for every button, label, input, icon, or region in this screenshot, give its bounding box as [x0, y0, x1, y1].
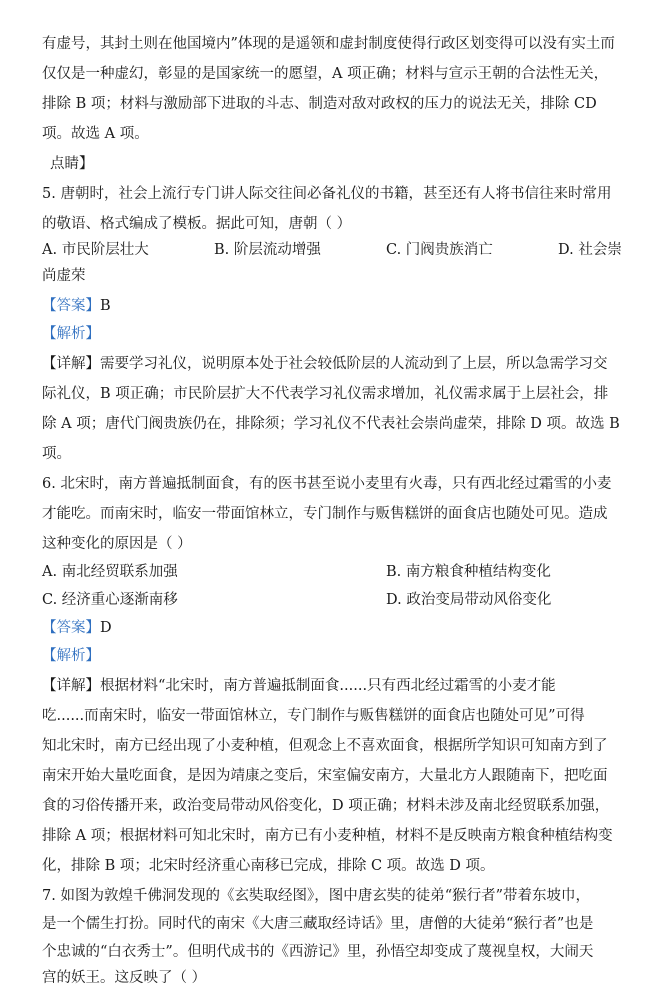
q5-option-b: B. 阶层流动增强 — [214, 242, 321, 258]
q6-detail: 排除 A 项；根据材料可知北宋时，南方已有小麦种植，材料不是反映南方粮食种植结构变 — [42, 828, 613, 844]
answer-label: 【答案】 — [42, 298, 100, 314]
q6-detail: 知北宋时，南方已经出现了小麦种植，但观念上不喜欢面食，根据所学知识可知南方到了 — [42, 738, 608, 754]
q5-option-d: D. 社会崇 — [558, 242, 622, 258]
question-6-stem: 6. 北宋时，南方普遍抵制面食，有的医书甚至说小麦里有火毒，只有西北经过霜雪的小麦 — [42, 476, 612, 492]
q6-detail: 化，排除 B 项；北宋时经济重心南移已完成，排除 C 项。故选 D 项。 — [42, 858, 495, 874]
answer-value: D — [100, 620, 112, 636]
q5-answer — [42, 296, 111, 316]
q5-detail: 除 A 项；唐代门阀贵族仍在，排除须；学习礼仪不代表社会崇尚虚荣，排除 D 项。故选 B — [42, 416, 620, 432]
answer-label: 【答案】 — [42, 620, 100, 636]
question-7-stem: 7. 如图为敦煌千佛洞发现的《玄奘取经图》，图中唐玄奘的徒弟“猴行者”带着东坡巾， — [42, 888, 591, 904]
q5-detail: 项。 — [42, 446, 71, 462]
q5-analysis-label: 【解析】 — [42, 326, 100, 342]
q6-detail: 吃......而南宋时，临安一带面馆林立，专门制作与贩售糕饼的面食店也随处可见”可得 — [42, 708, 585, 724]
q5-detail: 【详解】需要学习礼仪，说明原本处于社会较低阶层的人流动到了上层，所以急需学习交 — [42, 356, 608, 372]
q5-option-c: C. 门阀贵族消亡 — [386, 242, 493, 258]
text-line: 仅仅是一种虚幻，彰显的是国家统一的愿望，A 项正确；材料与宣示王朝的合法性无关， — [42, 66, 609, 82]
q6-option-a: A. 南北经贸联系加强 — [42, 564, 178, 580]
q6-option-c: C. 经济重心逐渐南移 — [42, 592, 178, 608]
question-7-stem: 宫的妖王。这反映了（ ） — [42, 970, 207, 986]
q6-detail: 【详解】根据材料“北宋时，南方普遍抵制面食......只有西北经过霜雪的小麦才能 — [42, 678, 556, 694]
text-line: 有虚号，其封土则在他国境内”体现的是遥领和虚封制度使得行政区划变得可以没有实土而 — [42, 36, 615, 52]
q5-option-a: A. 市民阶层壮大 — [42, 242, 149, 258]
q6-analysis-label: 【解析】 — [42, 648, 100, 664]
question-5-stem: 的敬语、格式编成了模板。据此可知，唐朝（ ） — [42, 216, 352, 232]
q6-detail: 南宋开始大量吃面食，是因为靖康之变后，宋室偏安南方，大量北方人跟随南下，把吃面 — [42, 768, 608, 784]
q5-detail: 际礼仪，B 项正确；市民阶层扩大不代表学习礼仪需求增加，礼仪需求属于上层社会，排 — [42, 386, 609, 402]
question-6-stem: 这种变化的原因是（ ） — [42, 536, 192, 552]
text-line: 项。故选 A 项。 — [42, 126, 149, 142]
question-7-stem: 个忠诚的“白衣秀士”。但明代成书的《西游记》里，孙悟空却变成了蔑视皇权，大闹天 — [42, 944, 594, 960]
q6-answer — [42, 618, 112, 638]
question-7-stem: 是一个儒生打扮。同时代的南宋《大唐三藏取经诗话》里，唐僧的大徒弟“猴行者”也是 — [42, 916, 594, 932]
question-6-stem: 才能吃。而南宋时，临安一带面馆林立，专门制作与贩售糕饼的面食店也随处可见。造成 — [42, 506, 608, 522]
q5-option-d-continued: 尚虚荣 — [42, 268, 86, 284]
answer-value: B — [100, 298, 111, 314]
q6-option-d: D. 政治变局带动风俗变化 — [386, 592, 552, 608]
text-line: 排除 B 项；材料与激励部下进取的斗志、制造对敌对政权的压力的说法无关，排除 CD — [42, 96, 597, 112]
dianjing-label: 点睛】 — [50, 156, 94, 172]
q6-detail: 食的习俗传播开来，政治变局带动风俗变化，D 项正确；材料未涉及南北经贸联系加强， — [42, 798, 610, 814]
question-5-stem: 5. 唐朝时，社会上流行专门讲人际交往间必备礼仪的书籍，甚至还有人将书信往来时常用 — [42, 186, 612, 202]
q6-option-b: B. 南方粮食种植结构变化 — [386, 564, 551, 580]
